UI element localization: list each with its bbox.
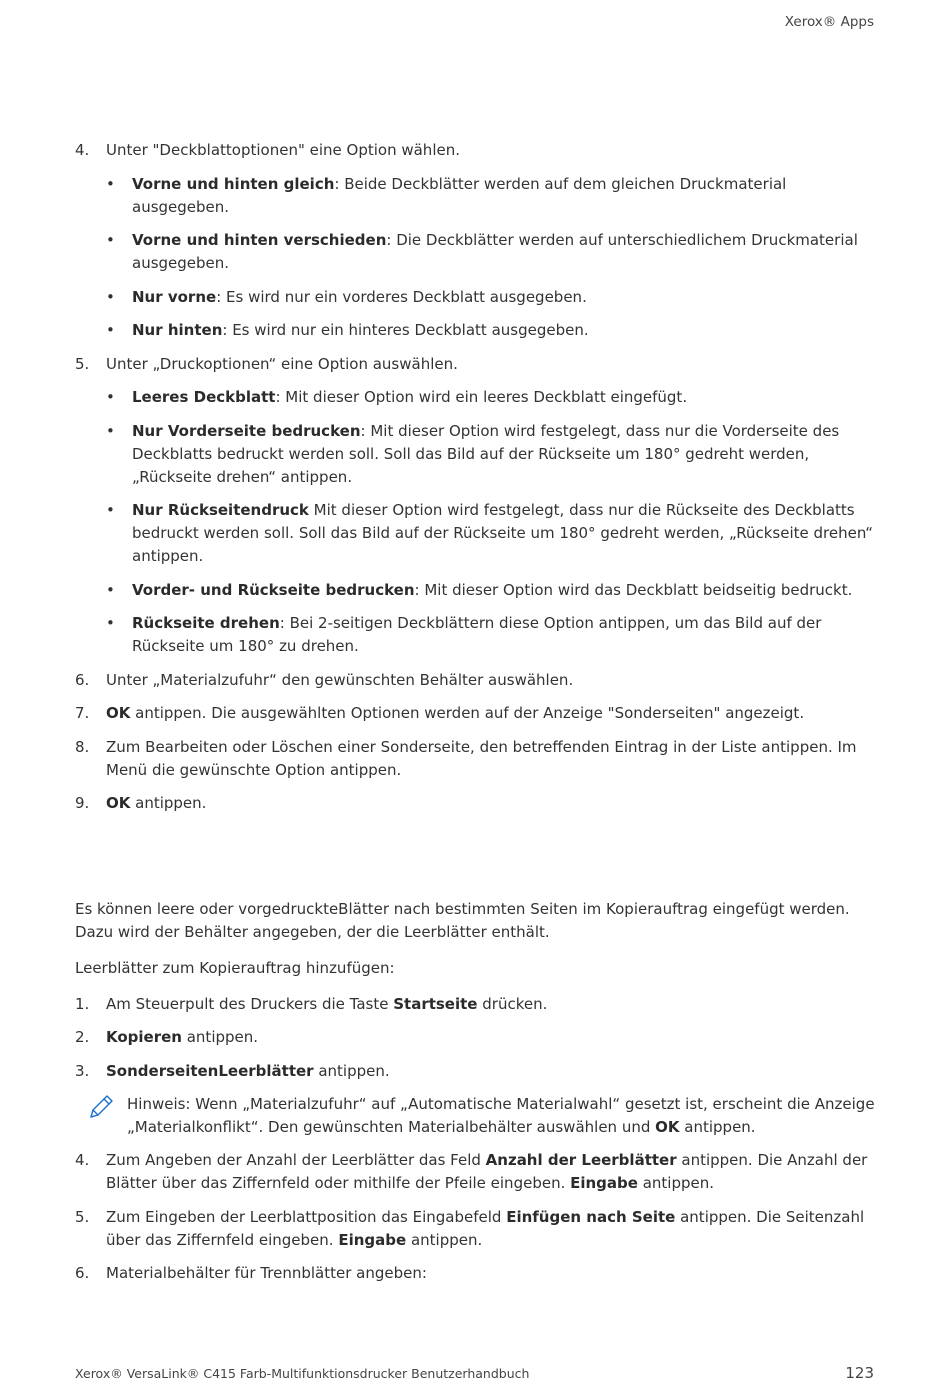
option-name: Vorne und hinten gleich (132, 174, 335, 193)
step-number: 3. (75, 1061, 90, 1080)
step-text: Zum Eingeben der Leerblattposition das Eingabefeld (106, 1207, 507, 1226)
running-header: Xerox® Apps (784, 14, 874, 30)
list-item (75, 420, 875, 489)
step-number: 4. (75, 1151, 90, 1169)
option-name: Leeres Deckblatt (132, 388, 276, 406)
bullet-icon: • (106, 174, 115, 193)
option-name: Vorder- und Rückseite bedrucken (132, 580, 415, 599)
list-item (75, 319, 875, 342)
step-number: 5. (75, 1207, 90, 1226)
page-content (75, 139, 875, 1296)
pencil-icon (87, 1093, 115, 1121)
note-keyword: OK (655, 1118, 680, 1136)
step-item (75, 669, 875, 692)
step-text: Unter „Druckoptionen“ eine Option auswählen. (106, 354, 458, 373)
step-keyword: Einfügen nach Seite (506, 1207, 676, 1226)
step-text: Unter „Materialzufuhr“ den gewünschten Behälter auswählen. (106, 670, 574, 689)
step-text: antippen. (313, 1061, 390, 1080)
bullet-icon: • (106, 231, 115, 249)
lead-paragraph: Leerblätter zum Kopierauftrag hinzufügen: (75, 958, 395, 977)
section-gap (75, 826, 875, 898)
step-keyword: OK (106, 704, 131, 722)
list-item (75, 286, 875, 309)
bullet-icon: • (106, 321, 115, 339)
option-text: : Beide Deckblätter werden auf dem gleichen Druckmaterial ausgegeben. (132, 174, 787, 216)
list-item (75, 612, 875, 658)
step-number: 5. (75, 354, 90, 373)
step-text: antippen. (406, 1230, 483, 1249)
step-item (75, 1206, 875, 1252)
step-keyword: Eingabe (570, 1174, 638, 1192)
step-text: drücken. (477, 994, 548, 1013)
option-text: : Mit dieser Option wird ein leeres Deckblatt eingefügt. (275, 388, 688, 406)
bullet-icon: • (106, 421, 115, 440)
option-text: : Bei 2-seitigen Deckblättern diese Option antippen, um das Bild auf der Rückseite um 180° zu drehen. (132, 614, 822, 655)
option-text: : Mit dieser Option wird festgelegt, dass nur die Vorderseite des Deckblatts bedruckt werden soll. Soll das Bild auf der Rückseite um 180° gedreht werden, „Rückseite drehen“ antippen. (132, 421, 840, 486)
intro-paragraph: Es können leere oder vorgedruckteBlätter nach bestimmten Seiten im Kopierauftrag eingefügt werden. Dazu wird der Behälter angegeben, der die Leerblätter enthält. (75, 899, 850, 941)
step-text: antippen. Die ausgewählten Optionen werden auf der Anzeige "Sonderseiten" angezeigt. (130, 704, 805, 722)
option-text: : Die Deckblätter werden auf unterschiedlichem Druckmaterial ausgegeben. (132, 231, 858, 272)
step-number: 9. (75, 794, 90, 812)
option-name: Nur Vorderseite bedrucken (132, 421, 361, 440)
list-item (75, 229, 875, 275)
footer-title: Xerox® VersaLink® C415 Farb-Multifunktionsdrucker Benutzerhandbuch (75, 1366, 530, 1381)
step-text: antippen. (130, 794, 207, 812)
step-text: Unter "Deckblattoptionen" eine Option wählen. (106, 141, 460, 159)
step-keyword: OK (106, 794, 131, 812)
option-text: : Mit dieser Option wird das Deckblatt beidseitig bedruckt. (414, 580, 853, 599)
step-number: 8. (75, 737, 90, 756)
note-text: Hinweis: Wenn „Materialzufuhr“ auf „Automatische Materialwahl“ gesetzt ist, erscheint die Anzeige „Materialkonflikt“. Den gewünschten Materialbehälter auswählen und (127, 1095, 875, 1136)
bullet-icon: • (106, 614, 115, 632)
step-text: antippen. Die Anzahl der Blätter über das Ziffernfeld oder mithilfe der Pfeile eingeben. (106, 1151, 868, 1192)
step-item (75, 1149, 875, 1195)
step-item (75, 993, 875, 1016)
step-item (75, 139, 875, 162)
list-item (75, 579, 875, 602)
step-item (75, 736, 875, 782)
step-item (75, 792, 875, 815)
option-name: Nur hinten (132, 321, 223, 339)
step-keyword: SonderseitenLeerblätter (106, 1061, 314, 1080)
list-item (75, 173, 875, 219)
step-number: 6. (75, 670, 90, 689)
note-box (75, 1093, 875, 1139)
option-name: Nur Rückseitendruck (132, 501, 309, 519)
step-number: 1. (75, 994, 90, 1013)
page-number: 123 (845, 1364, 874, 1382)
step-item (75, 702, 875, 725)
step-keyword: Eingabe (338, 1230, 407, 1249)
list-item (75, 386, 875, 409)
bullet-list (75, 173, 875, 343)
step-item (75, 1026, 875, 1049)
step-number: 2. (75, 1028, 90, 1046)
step-number: 6. (75, 1264, 90, 1282)
option-name: Nur vorne (132, 287, 217, 306)
bullet-icon: • (106, 287, 115, 306)
step-text: Am Steuerpult des Druckers die Taste (106, 994, 394, 1013)
step-number: 4. (75, 141, 90, 159)
option-text: : Es wird nur ein hinteres Deckblatt ausgegeben. (222, 321, 589, 339)
list-item (75, 499, 875, 568)
step-text: Zum Bearbeiten oder Löschen einer Sonderseite, den betreffenden Eintrag in der Liste antippen. Im Menü die gewünschte Option antippen. (106, 737, 857, 779)
step-item (75, 1262, 875, 1285)
option-name: Vorne und hinten verschieden (132, 231, 387, 249)
step-keyword: Startseite (393, 994, 478, 1013)
bullet-list (75, 386, 875, 658)
step-text: antippen. (637, 1174, 715, 1192)
step-item (75, 353, 875, 376)
bullet-icon: • (106, 388, 115, 406)
step-number: 7. (75, 704, 90, 722)
step-text: antippen. Die Seitenzahl über das Ziffernfeld eingeben. (106, 1207, 865, 1249)
option-name: Rückseite drehen (132, 614, 280, 632)
step-text: antippen. (181, 1028, 259, 1046)
step-keyword: Kopieren (106, 1028, 182, 1046)
step-text: Materialbehälter für Trennblätter angeben: (106, 1264, 427, 1282)
step-keyword: Anzahl der Leerblätter (485, 1151, 677, 1169)
note-text: antippen. (679, 1118, 756, 1136)
bullet-icon: • (106, 580, 115, 599)
bullet-icon: • (106, 501, 115, 519)
option-text: Mit dieser Option wird festgelegt, dass nur die Rückseite des Deckblatts bedruckt werden soll. Soll das Bild auf der Rückseite um 180° gedreht werden, „Rückseite drehen“ antippen. (132, 501, 874, 565)
option-text: : Es wird nur ein vorderes Deckblatt ausgegeben. (216, 287, 587, 306)
step-text: Zum Angeben der Anzahl der Leerblätter das Feld (106, 1151, 486, 1169)
step-item (75, 1060, 875, 1083)
